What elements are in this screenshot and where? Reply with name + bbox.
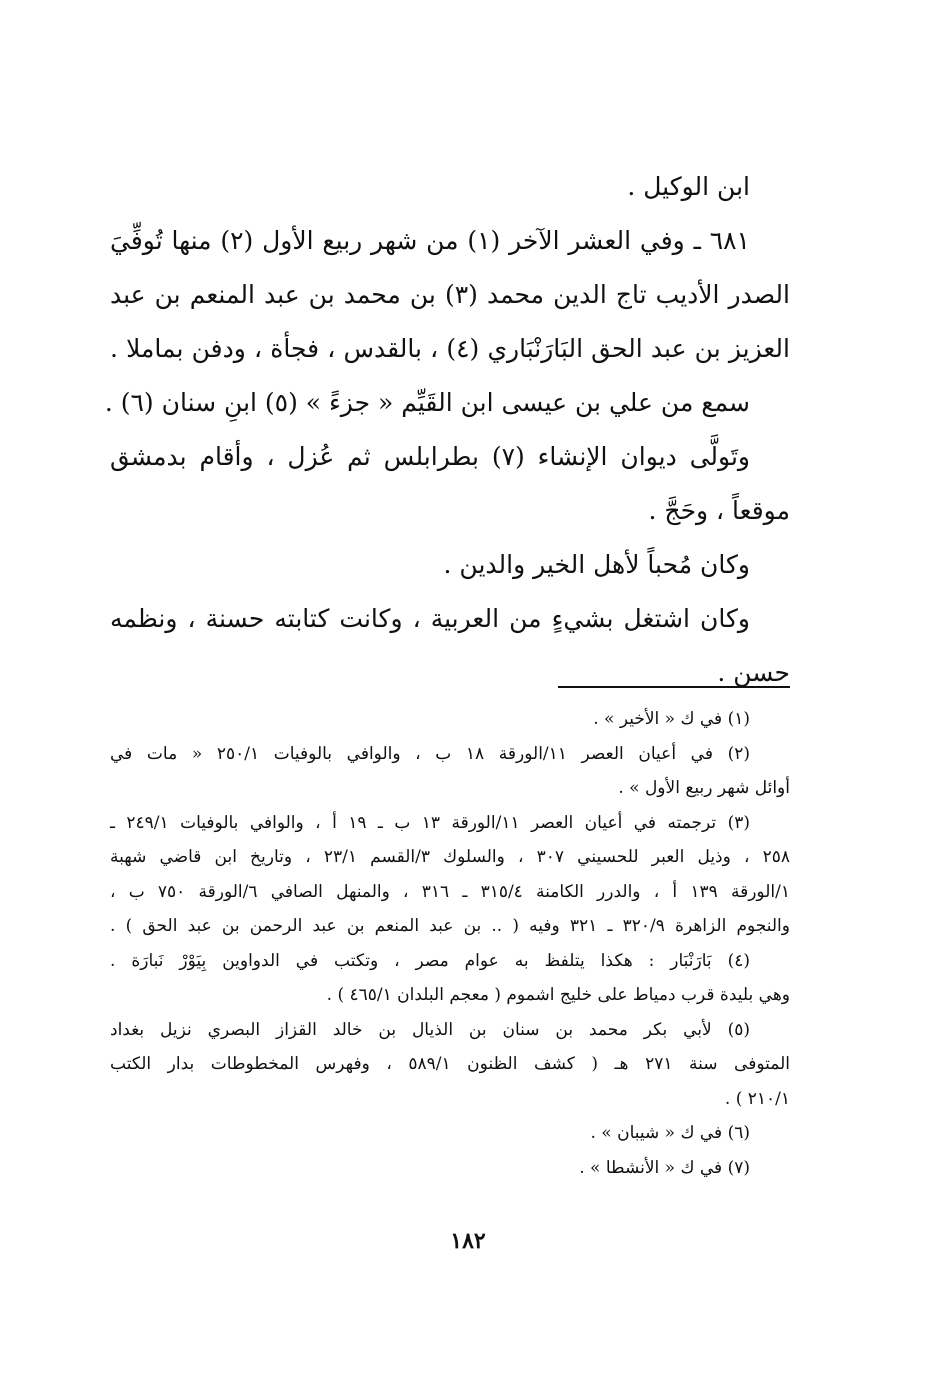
text-line-6: وتَولَّى ديوان الإنشاء (٧) بطرابلس ثم عُزل ، وأقام بدمشق (110, 442, 750, 471)
footnote-line-6: ١/الورقة ١٣٩ أ ، والدرر الكامنة ٣١٥/٤ ـ ٣١٦ ، والمنهل الصافي ٦/الورقة ٧٥٠ ب ، (110, 881, 790, 902)
footnote-line-8: (٤) بَارَنْبَار : هكذا يتلفظ به عوام مصر ، وتكتب في الدواوين بِيَوْرْ نَبارَة . (110, 950, 750, 971)
text-line-7: موقعاً ، وحَجَّ . (648, 496, 790, 525)
footnote-line-9: وهي بليدة قرب دمياط على خليج اشموم ( معجم البلدان ٤٦٥/١ ) . (326, 985, 790, 1005)
text-line-9: وكان اشتغل بشيءٍ من العربية ، وكانت كتابته حسنة ، ونظمه (110, 604, 750, 633)
footnote-line-5: ٢٥٨ ، وذيل العبر للحسيني ٣٠٧ ، والسلوك ٣/القسم ٢٣/١ ، وتاريخ ابن قاضي شهبة (110, 847, 791, 867)
footnote-line-3: أوائل شهر ربيع الأول » . (618, 778, 790, 798)
text-line-8: وكان مُحباً لأهل الخير والدين . (443, 550, 750, 579)
text-line-10: حسن . (717, 658, 790, 687)
text-line-1: ابن الوكيل . (627, 172, 750, 201)
footnote-separator (558, 686, 790, 688)
footnote-line-12: ٢١٠/١ ) . (724, 1088, 790, 1109)
footnote-line-13: (٦) في ك « شيبان » . (590, 1123, 750, 1143)
page-number: ١٨٢ (450, 1228, 486, 1254)
footnote-line-2: (٢) في أعيان العصر ١١/الورقة ١٨ ب ، والوافي بالوفيات ٢٥٠/١ « مات في (110, 743, 750, 764)
text-line-2: ٦٨١ ـ وفي العشر الآخر (١) من شهر ربيع الأول (٢) منها تُوفِّيَ (110, 226, 750, 255)
footnotes-block (110, 702, 790, 1185)
footnote-line-14: (٧) في ك « الأنشطا » . (579, 1157, 750, 1178)
footnote-line-10: (٥) لأبي بكر محمد بن سنان بن الذيال بن خالد القزاز البصري نزيل بغداد (110, 1019, 750, 1040)
main-text-block (104, 160, 790, 700)
text-line-4: العزيز بن عبد الحق البَارَنْبَاري (٤) ، بالقدس ، فجأة ، ودفن بماملا . (110, 334, 790, 363)
footnote-line-1: (١) في ك « الأخير » . (593, 709, 750, 729)
footnote-line-4: (٣) ترجمته في أعيان العصر ١١/الورقة ١٣ ب ـ ١٩ أ ، والوافي بالوفيات ٢٤٩/١ ـ (110, 812, 750, 833)
text-line-5: سمع من علي بن عيسى ابن القَيِّم « جزءً » (٥) ابنِ سنان (٦) . (104, 388, 750, 417)
footnote-line-7: والنجوم الزاهرة ٣٢٠/٩ ـ ٣٢١ وفيه ( .. بن عبد المنعم بن عبد الرحمن بن عبد الحق ) . (110, 916, 790, 936)
text-line-3: الصدر الأديب تاج الدين محمد (٣) بن محمد بن عبد المنعم بن عبد (110, 280, 790, 309)
footnote-line-11: المتوفى سنة ٢٧١ هـ ( كشف الظنون ٥٨٩/١ ، وفهرس المخطوطات بدار الكتب (110, 1054, 790, 1074)
main-text (104, 160, 790, 700)
